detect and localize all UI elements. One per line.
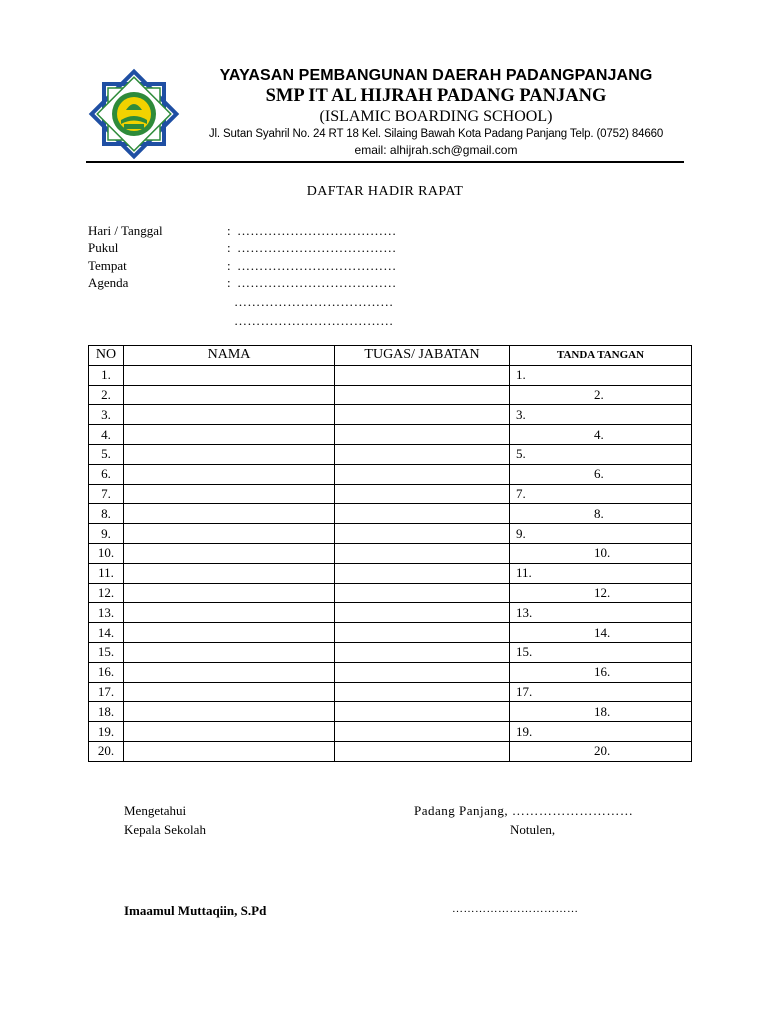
row-number: 19. — [89, 722, 124, 742]
info-label: Hari / Tanggal — [88, 223, 163, 238]
name-cell[interactable] — [124, 365, 335, 385]
row-number: 9. — [89, 524, 124, 544]
name-cell[interactable] — [124, 444, 335, 464]
name-cell[interactable] — [124, 543, 335, 563]
table-row — [89, 603, 692, 623]
signature-cell[interactable]: 1. — [510, 365, 692, 385]
info-dots: ……………………………… — [237, 258, 397, 273]
info-dots: ……………………………… — [234, 294, 394, 309]
table-row — [89, 405, 692, 425]
document-title: DAFTAR HADIR RAPAT — [306, 184, 464, 199]
position-cell[interactable] — [335, 583, 510, 603]
info-dots: ……………………………… — [234, 313, 394, 328]
name-cell[interactable] — [124, 464, 335, 484]
row-number: 8. — [89, 504, 124, 524]
signature-cell[interactable]: 8. — [510, 504, 692, 524]
row-number: 12. — [89, 583, 124, 603]
row-number: 6. — [89, 464, 124, 484]
info-label: Tempat — [88, 258, 127, 273]
table-row — [89, 365, 692, 385]
table-row — [89, 623, 692, 643]
school-emblem-icon — [86, 66, 182, 162]
table-row — [89, 543, 692, 563]
row-number: 5. — [89, 444, 124, 464]
table-row — [89, 484, 692, 504]
position-cell[interactable] — [335, 425, 510, 445]
header-divider — [86, 161, 684, 163]
table-row — [89, 563, 692, 583]
signature-cell[interactable]: 14. — [510, 623, 692, 643]
row-number: 20. — [89, 741, 124, 761]
signature-cell[interactable]: 7. — [510, 484, 692, 504]
col-header-name: NAMA — [124, 346, 335, 366]
name-cell[interactable] — [124, 702, 335, 722]
position-cell[interactable] — [335, 504, 510, 524]
position-cell[interactable] — [335, 365, 510, 385]
row-number: 15. — [89, 642, 124, 662]
attendance-body — [89, 365, 692, 761]
position-cell[interactable] — [335, 464, 510, 484]
table-row — [89, 444, 692, 464]
signature-cell[interactable]: 11. — [510, 563, 692, 583]
name-cell[interactable] — [124, 603, 335, 623]
school-name: SMP IT AL HIJRAH PADANG PANJANG — [265, 86, 607, 106]
principal-name: Imaamul Muttaqiin, S.Pd — [124, 903, 267, 918]
row-number: 4. — [89, 425, 124, 445]
secretary-signature-line: …………………………… — [452, 903, 579, 915]
position-cell[interactable] — [335, 484, 510, 504]
signature-cell[interactable]: 2. — [510, 385, 692, 405]
name-cell[interactable] — [124, 722, 335, 742]
signature-cell[interactable]: 15. — [510, 642, 692, 662]
place-date-line: Padang Panjang, ……………………… — [414, 803, 634, 818]
name-cell[interactable] — [124, 385, 335, 405]
name-cell[interactable] — [124, 504, 335, 524]
position-cell[interactable] — [335, 741, 510, 761]
position-cell[interactable] — [335, 543, 510, 563]
info-label: Agenda — [88, 275, 129, 290]
position-cell[interactable] — [335, 623, 510, 643]
school-address: Jl. Sutan Syahril No. 24 RT 18 Kel. Silaing Bawah Kota Padang Panjang Telp. (0752) 84660 — [208, 128, 664, 140]
attendance-table — [88, 345, 692, 762]
position-cell[interactable] — [335, 563, 510, 583]
table-row — [89, 425, 692, 445]
info-colon: : — [227, 258, 231, 273]
table-row — [89, 702, 692, 722]
position-cell[interactable] — [335, 444, 510, 464]
acknowledged-label: Mengetahui — [124, 803, 187, 818]
signature-cell[interactable]: 16. — [510, 662, 692, 682]
name-cell[interactable] — [124, 425, 335, 445]
signature-cell[interactable]: 3. — [510, 405, 692, 425]
secretary-title: Notulen, — [510, 822, 556, 837]
name-cell[interactable] — [124, 524, 335, 544]
info-colon: : — [227, 223, 231, 238]
position-cell[interactable] — [335, 385, 510, 405]
position-cell[interactable] — [335, 524, 510, 544]
table-row — [89, 741, 692, 761]
signature-cell[interactable]: 12. — [510, 583, 692, 603]
col-header-no: NO — [89, 346, 124, 366]
row-number: 11. — [89, 563, 124, 583]
position-cell[interactable] — [335, 682, 510, 702]
position-cell[interactable] — [335, 702, 510, 722]
position-cell[interactable] — [335, 603, 510, 623]
name-cell[interactable] — [124, 484, 335, 504]
info-label: Pukul — [88, 240, 119, 255]
row-number: 16. — [89, 662, 124, 682]
table-row — [89, 583, 692, 603]
name-cell[interactable] — [124, 623, 335, 643]
row-number: 18. — [89, 702, 124, 722]
table-row — [89, 504, 692, 524]
table-header-row — [89, 346, 692, 366]
name-cell[interactable] — [124, 662, 335, 682]
table-row — [89, 642, 692, 662]
school-subtitle: (ISLAMIC BOARDING SCHOOL) — [319, 108, 553, 125]
row-number: 7. — [89, 484, 124, 504]
signature-cell[interactable]: 5. — [510, 444, 692, 464]
table-row — [89, 662, 692, 682]
signature-cell[interactable]: 6. — [510, 464, 692, 484]
info-dots: ……………………………… — [237, 275, 397, 290]
row-number: 13. — [89, 603, 124, 623]
name-cell[interactable] — [124, 405, 335, 425]
signature-cell[interactable]: 20. — [510, 741, 692, 761]
table-row — [89, 524, 692, 544]
signature-cell[interactable]: 19. — [510, 722, 692, 742]
row-number: 17. — [89, 682, 124, 702]
name-cell[interactable] — [124, 741, 335, 761]
signature-cell[interactable]: 17. — [510, 682, 692, 702]
row-number: 14. — [89, 623, 124, 643]
foundation-name: YAYASAN PEMBANGUNAN DAERAH PADANGPANJANG — [219, 67, 653, 84]
info-colon: : — [227, 275, 231, 290]
signature-cell[interactable]: 4. — [510, 425, 692, 445]
row-number: 10. — [89, 543, 124, 563]
col-header-signature: TANDA TANGAN — [510, 346, 692, 366]
position-cell[interactable] — [335, 722, 510, 742]
table-row — [89, 722, 692, 742]
position-cell[interactable] — [335, 405, 510, 425]
name-cell[interactable] — [124, 563, 335, 583]
name-cell[interactable] — [124, 583, 335, 603]
row-number: 3. — [89, 405, 124, 425]
signature-cell[interactable]: 9. — [510, 524, 692, 544]
school-email: email: alhijrah.sch@gmail.com — [354, 143, 518, 157]
table-row — [89, 464, 692, 484]
row-number: 1. — [89, 365, 124, 385]
info-colon: : — [227, 240, 231, 255]
name-cell[interactable] — [124, 682, 335, 702]
table-row — [89, 385, 692, 405]
col-header-position: TUGAS/ JABATAN — [335, 346, 510, 366]
table-row — [89, 682, 692, 702]
signature-cell[interactable]: 10. — [510, 543, 692, 563]
info-dots: ……………………………… — [237, 240, 397, 255]
signature-cell[interactable]: 18. — [510, 702, 692, 722]
row-number: 2. — [89, 385, 124, 405]
signature-cell[interactable]: 13. — [510, 603, 692, 623]
info-dots: ……………………………… — [237, 223, 397, 238]
position-cell[interactable] — [335, 662, 510, 682]
position-cell[interactable] — [335, 642, 510, 662]
name-cell[interactable] — [124, 642, 335, 662]
principal-title: Kepala Sekolah — [124, 822, 206, 837]
